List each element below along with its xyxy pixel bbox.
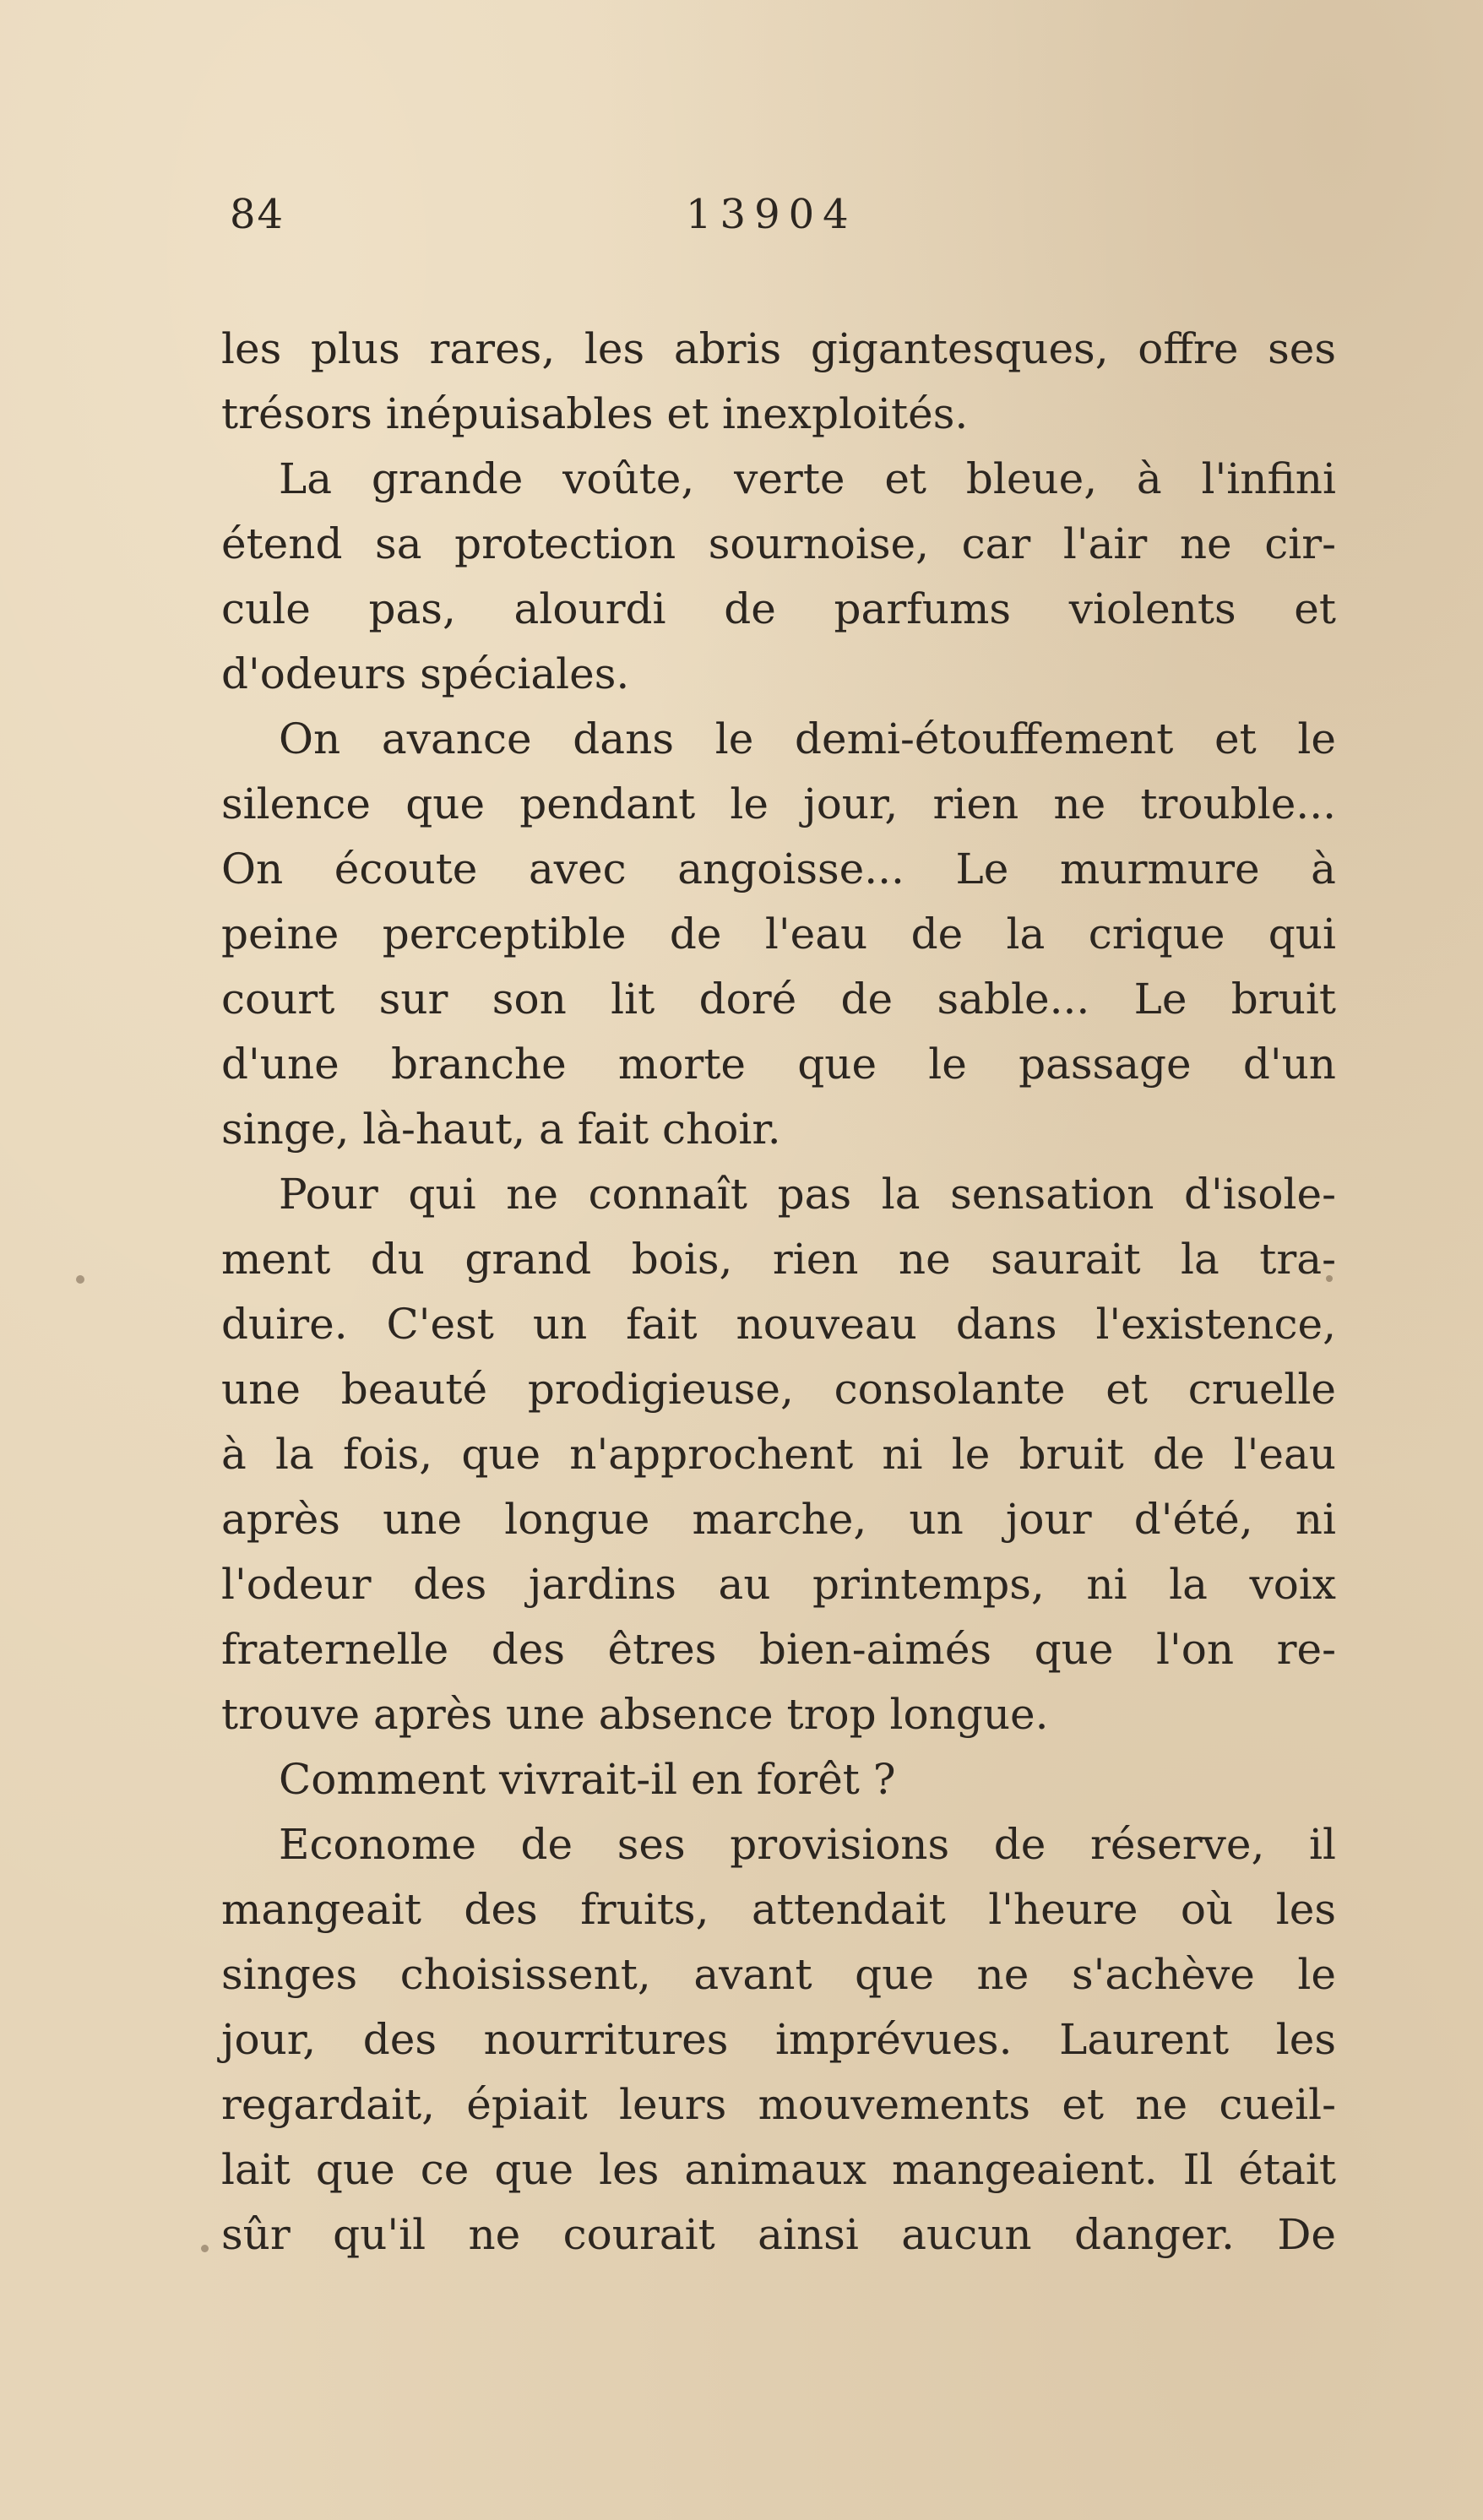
text-line: La grande voûte, verte et bleue, à l'infini — [279, 454, 1336, 503]
text-line: d'une branche morte que le passage d'un — [221, 1040, 1336, 1089]
text-line: cule pas, alourdi de parfums violents et — [221, 584, 1336, 633]
text-line: trésors inépuisables et inexploités. — [221, 389, 969, 438]
text-line: mangeait des fruits, attendait l'heure où les — [221, 1885, 1336, 1934]
text-line: étend sa protection sournoise, car l'air ne cir- — [221, 519, 1336, 568]
paper-speck — [1326, 1275, 1333, 1282]
text-line: court sur son lit doré de sable... Le bruit — [221, 975, 1336, 1024]
running-head — [230, 191, 1328, 250]
text-line: trouve après une absence trop longue. — [221, 1690, 1049, 1739]
text-line: duire. C'est un fait nouveau dans l'existence, — [221, 1300, 1336, 1349]
text-line: Pour qui ne connaît pas la sensation d'isole- — [279, 1170, 1336, 1219]
text-line: Econome de ses provisions de réserve, il — [279, 1820, 1336, 1869]
text-line: ment du grand bois, rien ne saurait la tra- — [221, 1235, 1336, 1284]
text-line: singe, là-haut, a fait choir. — [221, 1105, 781, 1154]
text-line: après une longue marche, un jour d'été, ni — [221, 1495, 1336, 1544]
text-line: d'odeurs spéciales. — [221, 649, 630, 698]
text-line: sûr qu'il ne courait ainsi aucun danger. De — [221, 2210, 1336, 2259]
text-line: les plus rares, les abris gigantesques, offre ses — [221, 324, 1336, 373]
text-line: peine perceptible de l'eau de la crique qui — [221, 910, 1336, 959]
text-line: singes choisissent, avant que ne s'achève le — [221, 1950, 1336, 1999]
text-line: On écoute avec angoisse... Le murmure à — [221, 845, 1336, 893]
page-number: 84 — [230, 191, 285, 238]
text-line: lait que ce que les animaux mangeaient. Il était — [221, 2145, 1336, 2194]
text-line: silence que pendant le jour, rien ne trouble... — [221, 779, 1336, 828]
running-title: 13904 — [686, 191, 857, 238]
text-line: On avance dans le demi-étouffement et le — [279, 714, 1336, 763]
text-line: Comment vivrait-il en forêt ? — [279, 1755, 896, 1804]
text-line: à la fois, que n'approchent ni le bruit de l'eau — [221, 1430, 1336, 1479]
paper-speck — [76, 1275, 84, 1284]
text-line: une beauté prodigieuse, consolante et cruelle — [221, 1365, 1336, 1414]
paper-speck — [201, 2245, 209, 2252]
paper-speck — [1307, 1518, 1312, 1523]
text-line: regardait, épiait leurs mouvements et ne cueil- — [221, 2080, 1336, 2129]
text-line: jour, des nourritures imprévues. Laurent les — [221, 2015, 1336, 2064]
text-line: fraternelle des êtres bien-aimés que l'on re- — [221, 1625, 1336, 1674]
text-line: l'odeur des jardins au printemps, ni la voix — [221, 1560, 1336, 1609]
body-text — [221, 317, 1336, 2267]
